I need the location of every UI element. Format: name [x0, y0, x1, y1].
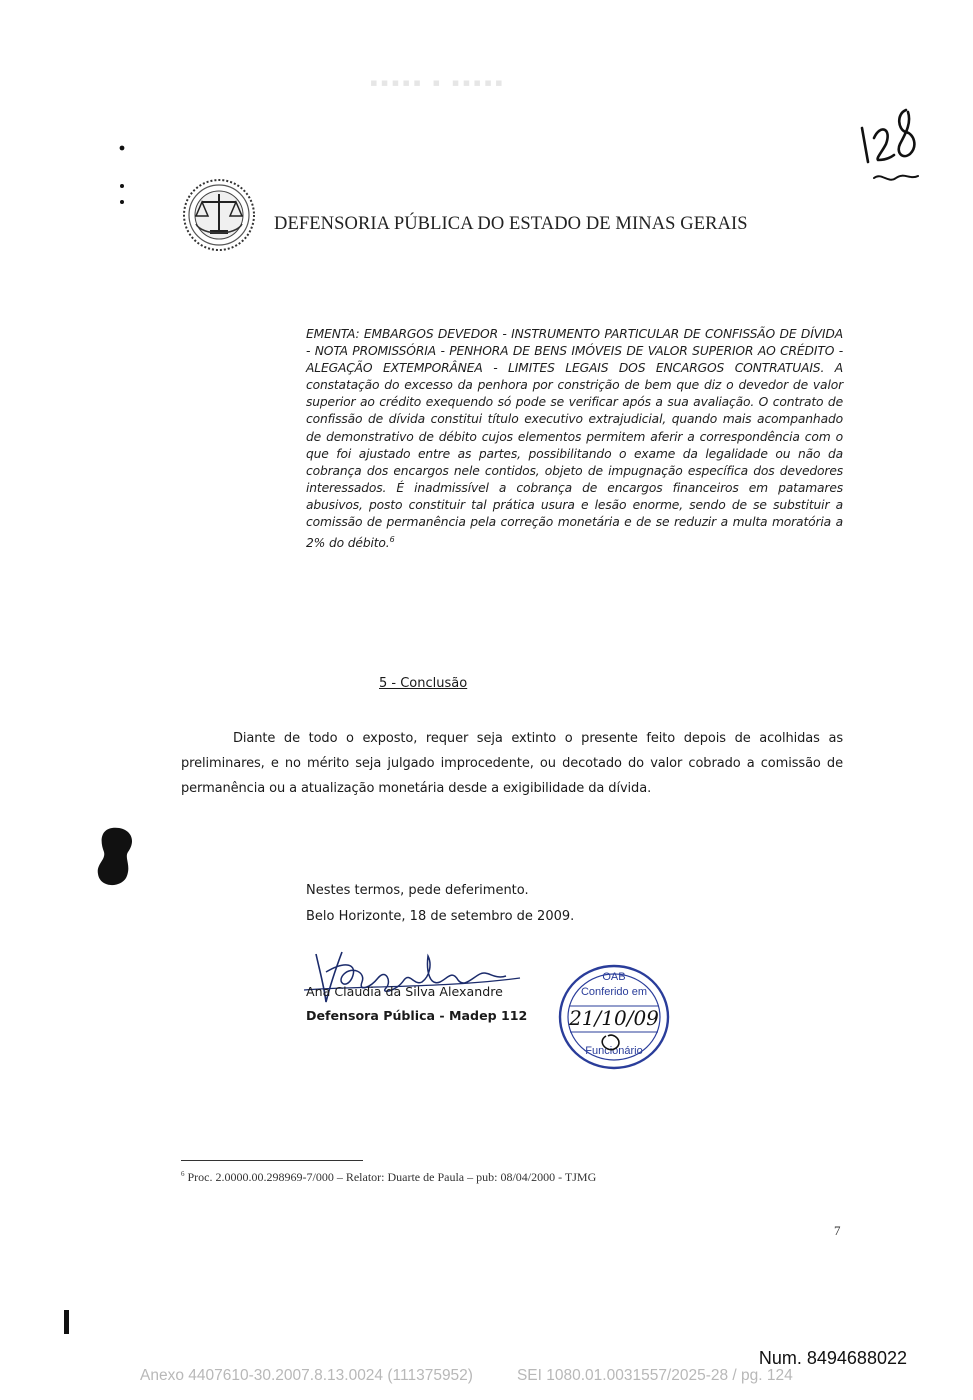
- ementa-text: EMENTA: EMBARGOS DEVEDOR - INSTRUMENTO PARTICULAR DE CONFISSÃO DE DÍVIDA - NOTA PROMISSÓRIA - PENHORA DE BENS IMÓVEIS DE VALOR SUPERIOR AO CRÉDITO - ALEGAÇÃO EXTEMPORÂNEA - LIMITES LEGAIS DOS ENCARGOS CONTRATUAIS. A constatação do excesso da penhora por constrição de bem que diz o devedor de valor superior ao crédito exequendo só pode se verificar após a sua avaliação. O contrato de confissão de dívida constitui título executivo extrajudicial, quando mais acompanhado de demonstrativo de débito cujos elementos permitem aferir a correspondência com o que foi ajustado entre as partes, possibilitando o exame da legalidade ou não da cobrança dos encargos nele contidos, objeto de impugnação específica dos devedores interessados. É inadmissível a cobrança de encargos financeiros em patamares abusivos, posto constituir tal prática usura e lesão enorme, sendo de se substituir a comissão de permanência pela correção monetária e de se reduzir a multa moratória a 2% do débito.: [306, 327, 843, 551]
- scales-of-justice-crest-icon: [182, 178, 256, 252]
- signatory-role: Defensora Pública - Madep 112: [306, 1008, 528, 1023]
- conclusion-paragraph: Diante de todo o exposto, requer seja extinto o presente feito depois de acolhidas as preliminares, e no mérito seja julgado improcedente, ou decotado do valor cobrado a comissão de permanência ou a atualização monetária desde a exigibilidade da dívida.: [181, 731, 843, 796]
- svg-text:OAB: OAB: [602, 971, 626, 983]
- svg-text:21/10/09: 21/10/09: [569, 1006, 659, 1030]
- sei-reference: SEI 1080.01.0031557/2025-28 / pg. 124: [516, 1367, 793, 1384]
- institution-title: DEFENSORIA PÚBLICA DO ESTADO DE MINAS GERAIS: [274, 214, 748, 234]
- margin-dots: [116, 142, 128, 212]
- footnote: [181, 1170, 596, 1185]
- ink-blot: [94, 826, 138, 888]
- page-number: 7: [834, 1223, 841, 1238]
- document-number-watermark: Num. 8494688022: [758, 1348, 907, 1368]
- closing-date: Belo Horizonte, 18 de setembro de 2009.: [306, 909, 575, 924]
- footer-watermark: [140, 1367, 793, 1385]
- footnote-reference: 6: [389, 535, 395, 545]
- scan-edge-mark: [64, 1310, 69, 1334]
- closing-request: Nestes termos, pede deferimento.: [306, 883, 529, 898]
- handwritten-page-number: [848, 85, 928, 190]
- conference-stamp: [556, 962, 672, 1072]
- section-title: 5 - Conclusão: [379, 676, 468, 691]
- signatory-name: Ana Claudia da Silva Alexandre: [306, 984, 503, 999]
- closing-block: [306, 878, 574, 930]
- ementa-block: [306, 326, 843, 552]
- annex-reference: Anexo 4407610-30.2007.8.13.0024 (111375952): [140, 1367, 473, 1384]
- svg-text:Funcionário: Funcionário: [585, 1045, 643, 1057]
- footnote-text: Proc. 2.0000.00.298969-7/000 – Relator: Duarte de Paula – pub: 08/04/2000 - TJMG: [187, 1170, 597, 1184]
- bleed-through-mark: ▪▪▪▪▪ ▪ ▪▪▪▪▪: [370, 70, 506, 95]
- svg-text:Conferido em: Conferido em: [580, 986, 648, 998]
- footnote-marker: 6: [181, 1170, 185, 1178]
- footnote-divider: [181, 1160, 363, 1161]
- svg-text:128: 128: [848, 85, 879, 104]
